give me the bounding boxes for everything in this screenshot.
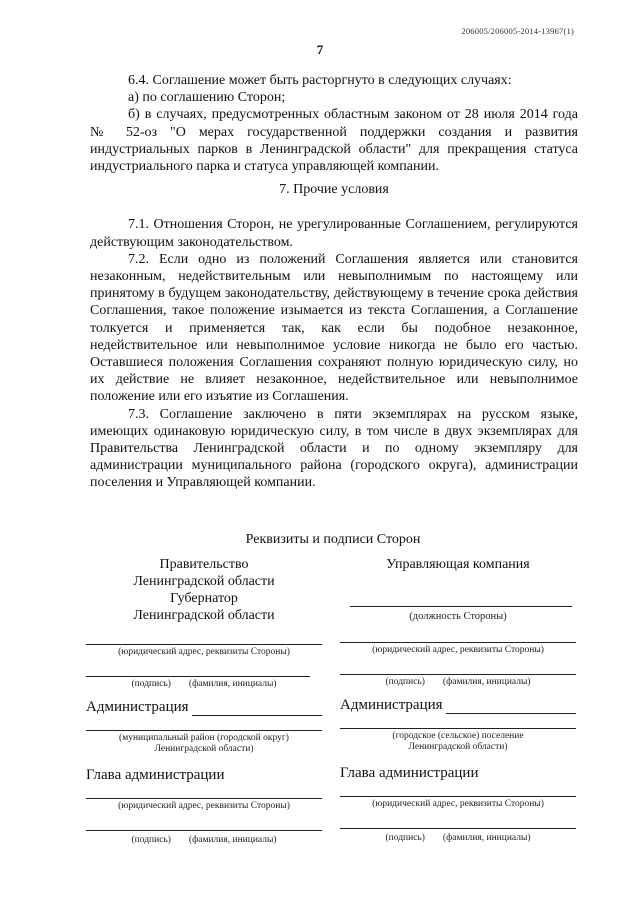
paragraph-7-2: 7.2. Если одно из положений Соглашения является или становится незаконным, недействительным или невыполнимым по настоящему или принятому в будущем законодательству, действующему в течение срока действия Соглашения, такое положение изымается из текста Соглашения, а Соглашение толкуется и применяется так, как если бы подобное незаконное, недействительное или невыполнимое условие никогда не было его частью. Оставшиеся положения Соглашения сохраняют полную юридическую силу, но их действие не влияет незаконное, недействительное или невыполнимое положение или его изъятие из Соглашения. xyxy=(90,251,578,405)
company-signature-line xyxy=(340,674,576,675)
municipal-admin-label: Администрация xyxy=(86,699,189,715)
paragraph-6-4-b: б) в случаях, предусмотренных областным законом от 28 июля 2014 года № 52-оз "О мерах государственной поддержки создания и развития индустриальных парков в Ленинградской области" для прекращения статуса индустриального парка и статуса управляющей компании. xyxy=(90,107,578,175)
settlement-line xyxy=(340,728,576,729)
document-body xyxy=(90,72,578,492)
municipal-district-region-caption: Ленинградской области) xyxy=(154,744,254,754)
settlement-address-caption: (юридический адрес, реквизиты Стороны) xyxy=(372,799,544,809)
paragraph-6-4: 6.4. Соглашение может быть расторгнуто в следующих случаях: xyxy=(128,73,512,88)
settlement-name-caption: (фамилия, инициалы) xyxy=(442,833,531,843)
municipal-signature-line xyxy=(86,830,322,831)
government-address-caption: (юридический адрес, реквизиты Стороны) xyxy=(118,647,290,657)
government-address-line xyxy=(86,644,322,645)
settlement-admin-field xyxy=(446,699,576,714)
settlement-region-caption: Ленинградской области) xyxy=(408,742,508,752)
paragraph-6-4-a: а) по соглашению Сторон; xyxy=(128,90,286,106)
government-name: Правительство xyxy=(159,557,249,572)
settlement-caption: (городское (сельское) поселение xyxy=(392,731,524,741)
settlement-signature-caption: (подпись) xyxy=(385,833,425,843)
municipal-district-line xyxy=(86,730,322,731)
company-name-caption: (фамилия, инициалы) xyxy=(442,677,531,687)
municipal-address-line xyxy=(86,798,322,799)
governor-region: Ленинградской области xyxy=(133,608,275,623)
municipal-admin-field xyxy=(192,701,322,716)
government-region: Ленинградской области xyxy=(133,574,275,589)
paragraph-7-1: 7.1. Отношения Сторон, не урегулированные Соглашением, регулируются действующим законодательством. xyxy=(90,217,578,250)
government-column xyxy=(86,556,322,845)
municipal-signature-caption: (подпись) xyxy=(131,835,171,845)
page-number: 7 xyxy=(316,42,324,57)
company-column xyxy=(340,556,576,843)
settlement-head-label: Глава администрации xyxy=(340,765,479,781)
company-position-caption: (должность Стороны) xyxy=(409,611,507,622)
company-address-caption: (юридический адрес, реквизиты Стороны) xyxy=(372,645,544,655)
paragraph-7-3: 7.3. Соглашение заключено в пяти экземплярах на русском языке, имеющих одинаковую юридическую силу, в том числе в двух экземплярах для Правительства Ленинградской области и по одному экземпляру для администрации муниципального района (городского округа), администрации поселения и Управляющей компании. xyxy=(90,406,578,491)
company-signature-caption: (подпись) xyxy=(385,677,425,687)
settlement-admin-row xyxy=(340,697,576,714)
settlement-admin-label: Администрация xyxy=(340,697,443,713)
company-position-line xyxy=(350,606,572,607)
company-name: Управляющая компания xyxy=(386,557,530,572)
document-id: 206005/206005-2014-13967(1) xyxy=(461,26,574,36)
settlement-signature-line xyxy=(340,828,576,829)
government-name-caption: (фамилия, инициалы) xyxy=(188,679,277,689)
signatures-block xyxy=(86,532,580,845)
signatures-title: Реквизиты и подписи Сторон xyxy=(245,532,421,547)
government-signature-line xyxy=(86,676,310,677)
company-address-line xyxy=(340,642,576,643)
municipal-address-caption: (юридический адрес, реквизиты Стороны) xyxy=(118,801,290,811)
municipal-name-caption: (фамилия, инициалы) xyxy=(188,835,277,845)
section-7-heading: 7. Прочие условия xyxy=(279,182,389,198)
government-signature-caption: (подпись) xyxy=(131,679,171,689)
municipal-admin-row xyxy=(86,699,322,716)
governor-title: Губернатор xyxy=(170,591,238,606)
municipal-district-caption: (муниципальный район (городской округ) xyxy=(119,733,289,743)
municipal-head-label: Глава администрации xyxy=(86,767,225,783)
settlement-address-line xyxy=(340,796,576,797)
